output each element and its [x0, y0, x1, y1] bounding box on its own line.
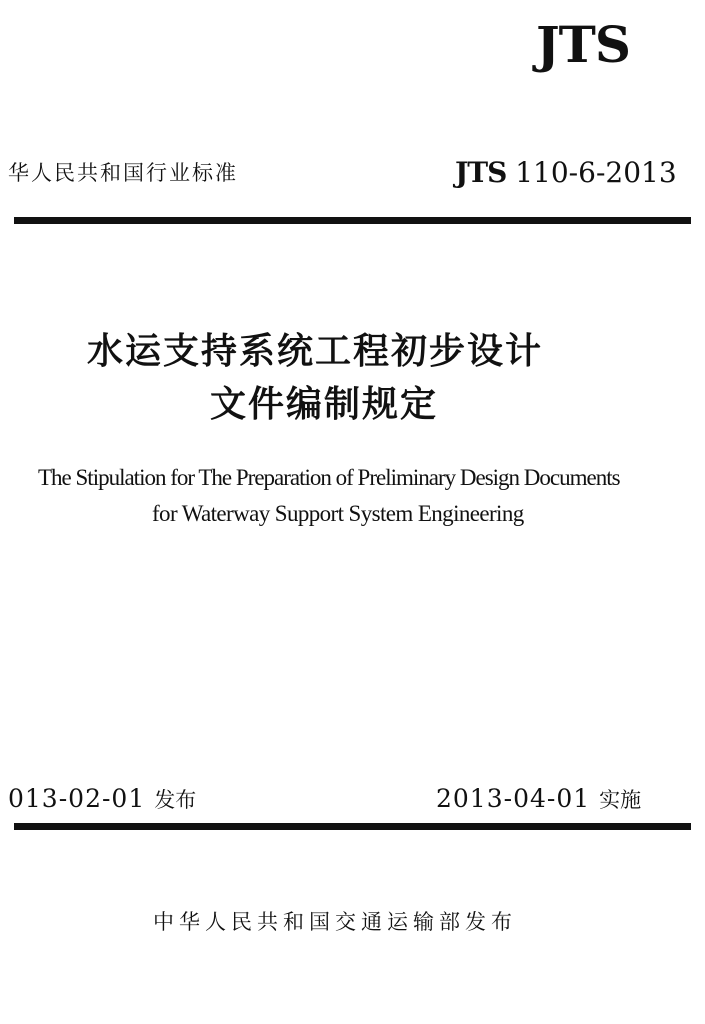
title-en-line1: The Stipulation for The Preparation of Preliminary Design Documents — [38, 465, 620, 490]
publisher: 中华人民共和国交通运输部发布 — [153, 910, 517, 934]
title-en-line2: for Waterway Support System Engineering — [152, 501, 524, 526]
title-zh-line1: 水运支持系统工程初步设计 — [87, 331, 544, 372]
header-divider — [14, 217, 691, 224]
implementation-label: 实施 — [599, 788, 642, 812]
standard-code-prefix: JTS — [455, 156, 507, 189]
issue-label: 发布 — [154, 788, 197, 812]
standard-category: 华人民共和国行业标准 — [8, 161, 238, 185]
issue-date-value: 013-02-01 — [8, 784, 146, 813]
implementation-date-value: 2013-04-01 — [436, 784, 591, 813]
implementation-date — [436, 786, 641, 811]
title-zh-line2: 文件编制规定 — [210, 384, 439, 425]
standard-code — [455, 156, 677, 189]
issue-date — [8, 786, 196, 811]
date-divider — [14, 823, 691, 830]
logo-jts: JTS — [536, 15, 630, 74]
standard-code-number: 110-6-2013 — [515, 156, 677, 189]
